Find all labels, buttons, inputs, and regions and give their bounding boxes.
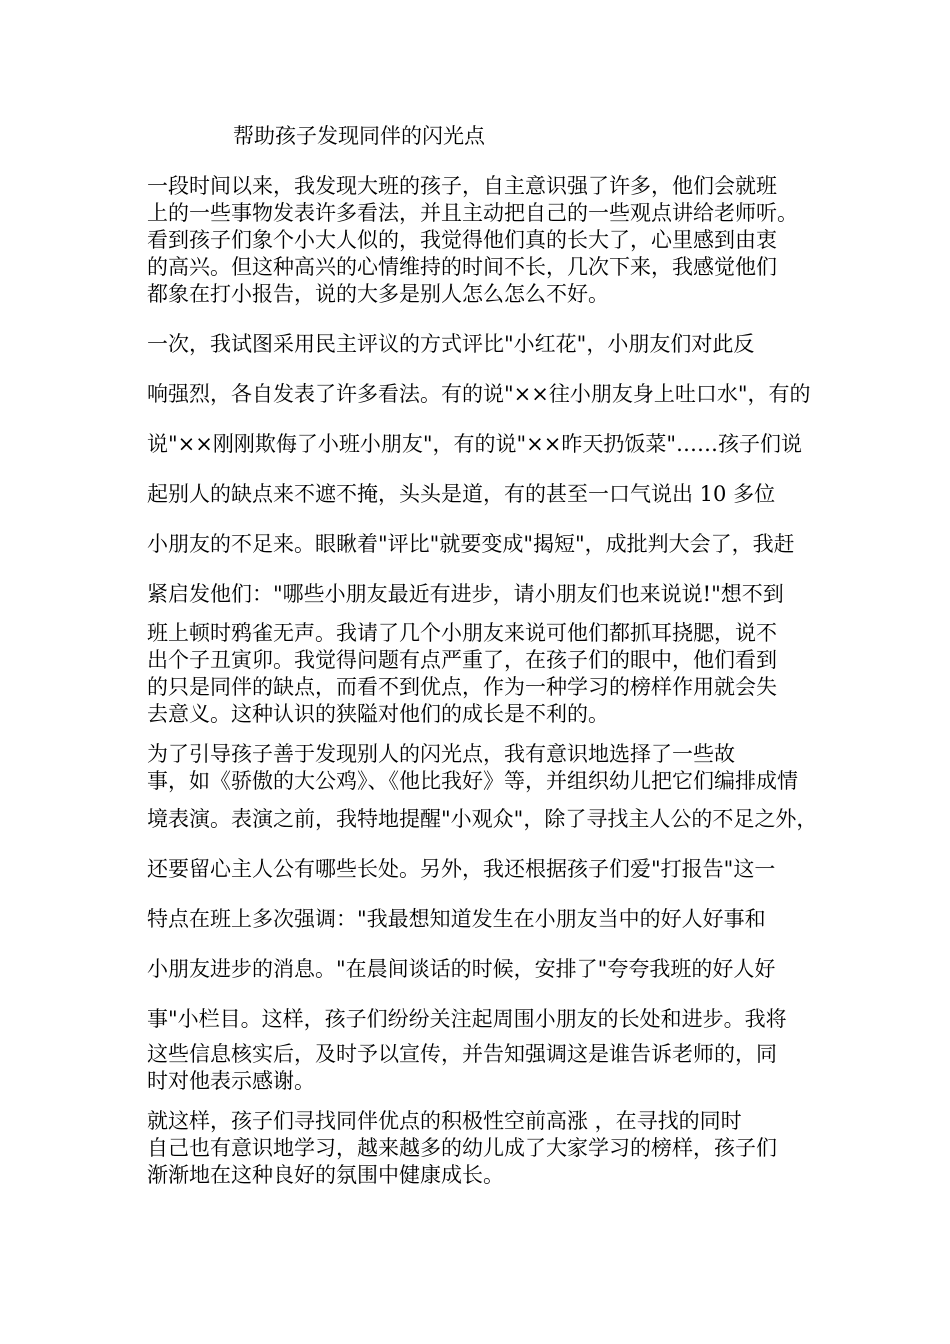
text-line: 说"××刚刚欺侮了小班小朋友"，有的说"××昨天扔饭菜"……孩子们说 (147, 432, 803, 456)
text-line: 自己也有意识地学习，越来越多的幼儿成了大家学习的榜样，孩子们 (147, 1136, 777, 1160)
text-line: 小朋友的不足来。眼瞅着"评比"就要变成"揭短"，成批判大会了，我赶 (147, 532, 795, 556)
text-line: 事，如《骄傲的大公鸡》、《他比我好》等，并组织幼儿把它们编排成情 (147, 769, 798, 793)
text-line: 去意义。这种认识的狭隘对他们的成长是不利的。 (147, 702, 609, 726)
text-line: 上的一些事物发表许多看法，并且主动把自己的一些观点讲给老师听。 (147, 201, 798, 225)
text-line: 一次，我试图采用民主评议的方式评比"小红花"，小朋友们对此反 (147, 332, 755, 356)
text-line: 为了引导孩子善于发现别人的闪光点，我有意识地选择了一些故 (147, 742, 735, 766)
text-line: 小朋友进步的消息。"在晨间谈话的时候，安排了"夸夸我班的好人好 (147, 957, 776, 981)
text-line: 这些信息核实后，及时予以宣传，并告知强调这是谁告诉老师的，同 (147, 1042, 777, 1066)
text-line: 的只是同伴的缺点，而看不到优点，作为一种学习的榜样作用就会失 (147, 675, 777, 699)
text-line: 事"小栏目。这样，孩子们纷纷关注起周围小朋友的长处和进步。我将 (147, 1007, 787, 1031)
text-line: 看到孩子们象个小大人似的，我觉得他们真的长大了，心里感到由衷 (147, 228, 777, 252)
text-line: 班上顿时鸦雀无声。我请了几个小朋友来说可他们都抓耳挠腮，说不 (147, 621, 777, 645)
text-line: 起别人的缺点来不遮不掩，头头是道，有的甚至一口气说出 10 多位 (147, 482, 776, 506)
text-line: 出个子丑寅卯。我觉得问题有点严重了，在孩子们的眼中，他们看到 (147, 648, 777, 672)
text-line: 渐渐地在这种良好的氛围中健康成长。 (147, 1163, 504, 1187)
text-line: 紧启发他们："哪些小朋友最近有进步，请小朋友们也来说说!"想不到 (147, 582, 784, 606)
text-line: 就这样，孩子们寻找同伴优点的积极性空前高涨 ，在寻找的同时 (147, 1109, 742, 1133)
text-line: 境表演。表演之前，我特地提醒"小观众"，除了寻找主人公的不足之外， (147, 807, 818, 831)
document-title: 帮助孩子发现同伴的闪光点 (233, 124, 485, 148)
text-line: 响强烈，各自发表了许多看法。有的说"××往小朋友身上吐口水"，有的 (147, 382, 811, 406)
text-line: 的高兴。但这种高兴的心情维持的时间不长，几次下来，我感觉他们 (147, 255, 777, 279)
text-line: 特点在班上多次强调："我最想知道发生在小朋友当中的好人好事和 (147, 907, 766, 931)
text-line: 时对他表示感谢。 (147, 1069, 315, 1093)
text-line: 一段时间以来，我发现大班的孩子，自主意识强了许多，他们会就班 (147, 174, 777, 198)
text-line: 都象在打小报告，说的大多是别人怎么怎么不好。 (147, 282, 609, 306)
text-line: 还要留心主人公有哪些长处。另外，我还根据孩子们爱"打报告"这一 (147, 857, 776, 881)
